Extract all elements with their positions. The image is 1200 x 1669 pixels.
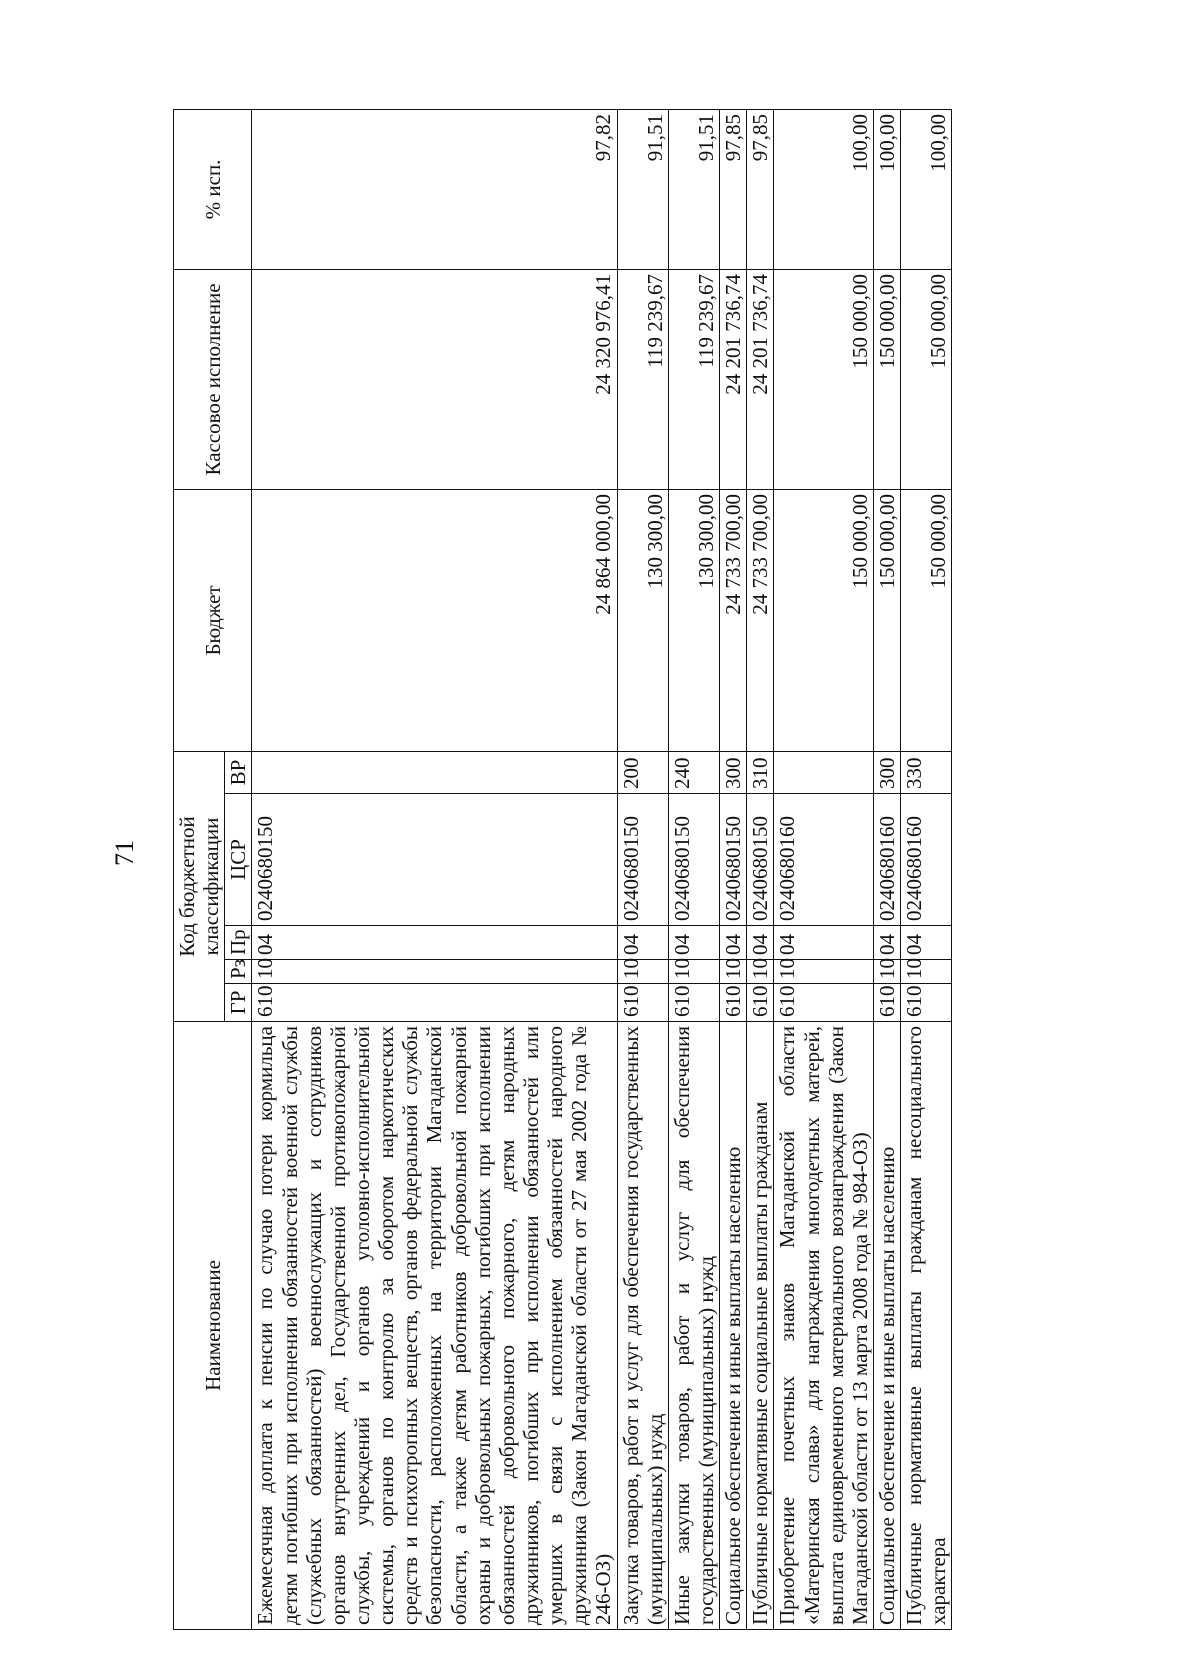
row-gr: 610 — [873, 984, 900, 1022]
row-name: Публичные нормативные социальные выплаты гражданам — [747, 1022, 774, 1630]
row-pr: 04 — [747, 926, 774, 960]
row-cash: 150 000,00 — [774, 269, 874, 489]
row-gr: 610 — [252, 984, 617, 1022]
row-budget: 130 300,00 — [617, 489, 668, 751]
row-budget: 150 000,00 — [873, 489, 900, 751]
row-csr: 0240680150 — [720, 794, 747, 926]
row-cash: 150 000,00 — [873, 269, 900, 489]
row-vr: 240 — [668, 751, 719, 793]
page-number: 71 — [110, 840, 139, 866]
header-csr: ЦСР — [225, 794, 252, 926]
row-csr: 0240680150 — [252, 794, 617, 926]
row-rz: 10 — [747, 960, 774, 984]
header-rz: Рз — [225, 960, 252, 984]
table-row — [774, 109, 874, 1629]
row-pct: 100,00 — [774, 109, 874, 269]
header-code-group: Код бюджетной классификации — [174, 751, 225, 1021]
row-budget: 150 000,00 — [901, 489, 952, 751]
header-pct: % исп. — [174, 109, 252, 269]
row-rz: 10 — [720, 960, 747, 984]
row-pr: 04 — [720, 926, 747, 960]
row-vr — [774, 751, 874, 793]
row-pct: 91,51 — [617, 109, 668, 269]
row-rz: 10 — [901, 960, 952, 984]
row-rz: 10 — [668, 960, 719, 984]
table-row — [901, 109, 952, 1629]
row-cash: 24 320 976,41 — [252, 269, 617, 489]
row-budget: 24 733 700,00 — [747, 489, 774, 751]
row-vr: 300 — [720, 751, 747, 793]
table-row — [873, 109, 900, 1629]
rotated-page-content — [173, 110, 1013, 1630]
row-csr: 0240680160 — [901, 794, 952, 926]
row-rz: 10 — [873, 960, 900, 984]
header-gr: ГР — [225, 984, 252, 1022]
row-name: Иные закупки товаров, работ и услуг для обеспечения государственных (муниципальных) нужд — [668, 1022, 719, 1630]
header-name: Наименование — [174, 1022, 252, 1630]
header-cash: Кассовое исполнение — [174, 269, 252, 489]
row-csr: 0240680160 — [873, 794, 900, 926]
row-csr: 0240680150 — [617, 794, 668, 926]
table-row — [747, 109, 774, 1629]
row-gr: 610 — [617, 984, 668, 1022]
table-row — [720, 109, 747, 1629]
row-rz: 10 — [252, 960, 617, 984]
table-body — [252, 109, 952, 1629]
row-pct: 100,00 — [901, 109, 952, 269]
header-vr: ВР — [225, 751, 252, 793]
row-pr: 04 — [901, 926, 952, 960]
row-pct: 97,82 — [252, 109, 617, 269]
row-cash: 24 201 736,74 — [720, 269, 747, 489]
row-pct: 97,85 — [720, 109, 747, 269]
row-vr — [252, 751, 617, 793]
table-row — [668, 109, 719, 1629]
row-name: Социальное обеспечение и иные выплаты населению — [873, 1022, 900, 1630]
row-gr: 610 — [668, 984, 719, 1022]
header-pr: Пр — [225, 926, 252, 960]
row-csr: 0240680150 — [668, 794, 719, 926]
row-cash: 150 000,00 — [901, 269, 952, 489]
row-rz: 10 — [774, 960, 874, 984]
row-gr: 610 — [720, 984, 747, 1022]
row-budget: 130 300,00 — [668, 489, 719, 751]
table-header — [174, 109, 252, 1629]
row-pct: 97,85 — [747, 109, 774, 269]
row-pr: 04 — [774, 926, 874, 960]
budget-execution-table — [173, 109, 952, 1630]
table-row — [252, 109, 617, 1629]
header-budget: Бюджет — [174, 489, 252, 751]
row-cash: 119 239,67 — [668, 269, 719, 489]
row-csr: 0240680160 — [774, 794, 874, 926]
row-name: Закупка товаров, работ и услуг для обеспечения государственных (муниципальных) нужд — [617, 1022, 668, 1630]
row-pr: 04 — [668, 926, 719, 960]
table-row — [617, 109, 668, 1629]
row-vr: 300 — [873, 751, 900, 793]
row-pr: 04 — [252, 926, 617, 960]
row-name: Социальное обеспечение и иные выплаты населению — [720, 1022, 747, 1630]
row-pct: 100,00 — [873, 109, 900, 269]
row-vr: 200 — [617, 751, 668, 793]
row-cash: 119 239,67 — [617, 269, 668, 489]
row-pr: 04 — [617, 926, 668, 960]
row-name: Публичные нормативные выплаты гражданам несоциального характера — [901, 1022, 952, 1630]
row-gr: 610 — [774, 984, 874, 1022]
row-gr: 610 — [901, 984, 952, 1022]
row-csr: 0240680150 — [747, 794, 774, 926]
row-gr: 610 — [747, 984, 774, 1022]
row-budget: 24 864 000,00 — [252, 489, 617, 751]
row-name: Ежемесячная доплата к пенсии по случаю потери кормильца детям погибших при исполнении обязанностей военной службы (служебных обязанностей) военнослужащих и сотрудников органов внутренних дел, Государственной противопожарной службы, учреждений и органов уголовно-исполнительной системы, органов по контролю за оборотом наркотических средств и психотропных веществ, органов федеральной службы безопасности, расположенных на территории Магаданской области, а также детям работников добровольной пожарной охраны и добровольных пожарных, погибших при исполнении обязанностей добровольного пожарного, детям народных дружинников, погибших при исполнении обязанностей или умерших в связи с исполнением обязанностей народного дружинника (Закон Магаданской области от 27 мая 2002 года № 246-ОЗ) — [252, 1022, 617, 1630]
row-cash: 24 201 736,74 — [747, 269, 774, 489]
row-pct: 91,51 — [668, 109, 719, 269]
row-vr: 330 — [901, 751, 952, 793]
row-vr: 310 — [747, 751, 774, 793]
row-pr: 04 — [873, 926, 900, 960]
row-name: Приобретение почетных знаков Магаданской области «Материнская слава» для награждения многодетных матерей, выплата единовременного материального вознаграждения (Закон Магаданской области от 13 марта 2008 года № 984-ОЗ) — [774, 1022, 874, 1630]
row-budget: 150 000,00 — [774, 489, 874, 751]
row-budget: 24 733 700,00 — [720, 489, 747, 751]
row-rz: 10 — [617, 960, 668, 984]
